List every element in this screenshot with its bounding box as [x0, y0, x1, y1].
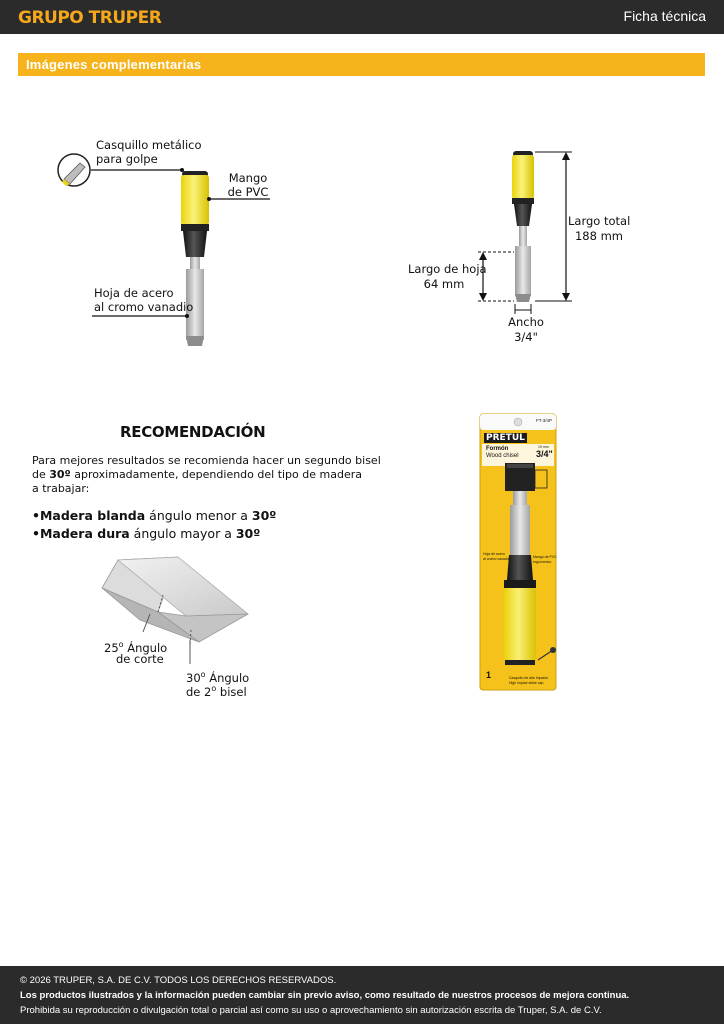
footer: [0, 966, 724, 1024]
package-size: 3/4": [536, 449, 553, 459]
recommendation-line-1: Para mejores resultados se recomienda hacer un segundo bisel: [32, 454, 381, 467]
package-left-note: Hoja de acero al cromo vanadio: [483, 552, 510, 561]
package-name-en: Wood chisel: [486, 453, 519, 459]
cap-label-line-2: para golpe: [96, 152, 158, 166]
package-name-es: Formón: [486, 446, 509, 452]
footer-copyright: © 2026 TRUPER, S.A. DE C.V. TODOS LOS DERECHOS RESERVADOS.: [20, 975, 337, 986]
width-value: 3/4": [514, 330, 538, 344]
recommendation-title: RECOMENDACIÓN: [120, 423, 266, 441]
recommendation-line-2: de 30º aproximadamente, dependiendo del tipo de madera: [32, 468, 362, 481]
section-title: Imágenes complementarias: [26, 57, 202, 72]
footer-disclaimer: Los productos ilustrados y la información pueden cambiar sin previo aviso, como resultado de nuestros procesos de mejora continua.: [20, 990, 630, 1001]
package-right-note: Mango de PVC ergonómico: [533, 555, 557, 564]
bullet-hard-wood: •Madera dura ángulo mayor a 30º: [32, 526, 261, 541]
package-brand: PRETUL: [486, 433, 525, 443]
package-size-mm: 19 mm: [538, 445, 549, 449]
blade-label-line-2: al cromo vanadio: [94, 300, 194, 314]
brand-logo: GRUPO TRUPER: [18, 8, 162, 28]
recommendation-bullets: [32, 507, 276, 543]
second-bevel-label-2: de 2$^o$ bisel: [186, 684, 247, 699]
document-type: Ficha técnica: [623, 8, 706, 24]
blade-length-label: Largo de hoja: [408, 262, 487, 276]
total-length-value: 188 mm: [574, 229, 623, 243]
handle-label-line-1: Mango: [228, 171, 268, 185]
blade-label-line-1: Hoja de acero: [94, 286, 174, 300]
recommendation-line-3: a trabajar:: [32, 482, 90, 495]
package-count: 1: [486, 670, 492, 680]
total-length-label: Largo total: [568, 214, 631, 228]
cut-angle-label: 25$^o$ Ángulo: [104, 640, 168, 655]
cut-angle-label-2: de corte: [116, 652, 164, 666]
footer-legal: Prohibida su reproducción o divulgación total o parcial así como su uso o aprovechamiento sin autorización escrita de Truper, S.A. de C.V.: [20, 1005, 602, 1016]
package-cap-note: Casquillo de alto impacto High impact strike cap: [509, 676, 549, 685]
package-code: FT-3/4P: [536, 418, 553, 423]
chisel-dimensions-illustration: [478, 151, 572, 314]
width-label: Ancho: [508, 315, 544, 329]
handle-label-line-2: de PVC: [227, 185, 269, 199]
recommendation-text: [32, 454, 381, 496]
bullet-soft-wood: •Madera blanda ángulo menor a 30º: [32, 508, 277, 523]
blade-length-value: 64 mm: [423, 277, 465, 291]
second-bevel-label: 30$^o$ Ángulo: [186, 670, 250, 685]
cap-label-line-1: Casquillo metálico: [96, 138, 202, 152]
